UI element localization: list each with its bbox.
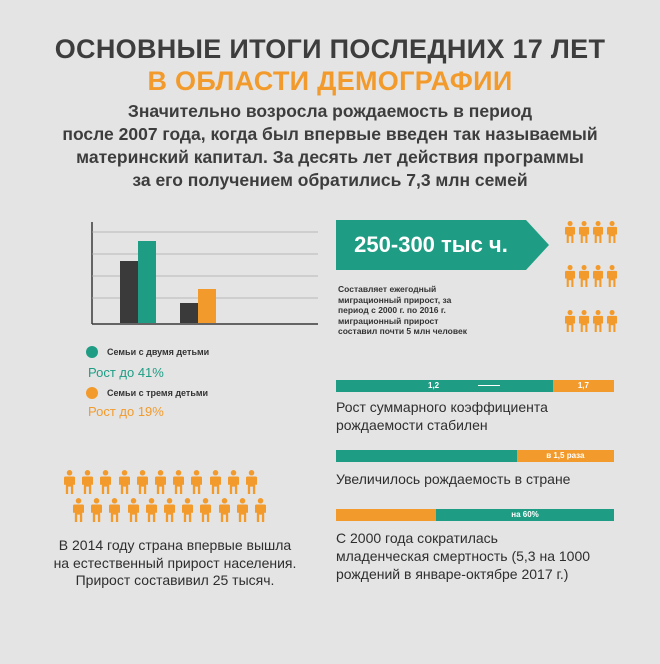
stat-bar [336, 380, 614, 392]
person-icon [579, 221, 589, 248]
person-icon [607, 310, 617, 337]
stat-bar-right [436, 509, 614, 521]
page-subtitle: В ОБЛАСТИ ДЕМОГРАФИИ [147, 66, 513, 96]
stat-bar-right [517, 450, 614, 462]
caption-line: младенческая смертность (5,3 на 1000 [336, 548, 591, 564]
person-icon [565, 221, 575, 248]
person-icon [237, 498, 248, 527]
chart-bar-dark [180, 303, 198, 323]
person-icon [593, 221, 603, 248]
person-icon [109, 498, 120, 527]
person-icon [155, 470, 166, 499]
person-icon [593, 265, 603, 292]
family-bar-chart [80, 212, 320, 327]
legend-dot-teal [86, 346, 98, 358]
person-icon [593, 310, 603, 337]
legend-label: Семьи с тремя детьми [107, 388, 209, 398]
person-icon [146, 498, 157, 527]
caption-line: Увеличилось рождаемость в стране [336, 471, 571, 487]
person-icon [91, 498, 102, 527]
caption-line: рождаемости стабилен [336, 417, 488, 433]
note-line: миграционный прирост [338, 315, 439, 326]
person-icon [219, 498, 230, 527]
text-line: на естественный прирост населения. [53, 554, 297, 571]
person-icon [164, 498, 175, 527]
person-icon [82, 470, 93, 499]
stat-caption [336, 529, 614, 583]
caption-line: Рост суммарного коэффициента [336, 399, 548, 415]
growth-value-orange: Рост до 19% [88, 404, 164, 419]
stat-infant-mortality [336, 509, 614, 583]
stat-right-label: на 60% [511, 510, 539, 519]
intro-line: материнский капитал. За десять лет действия программы [76, 147, 584, 167]
page-title: ОСНОВНЫЕ ИТОГИ ПОСЛЕДНИХ 17 ЛЕТ [54, 34, 606, 64]
person-icon [128, 498, 139, 527]
growth-value-teal: Рост до 41% [88, 365, 164, 380]
person-icon [579, 265, 589, 292]
migration-value: 250-300 тыс ч. [354, 232, 508, 257]
chart-bar-accent [138, 241, 156, 323]
text-line: Прирост составивил 25 тысяч. [75, 572, 275, 588]
person-icon [607, 221, 617, 248]
chart-bars [120, 241, 216, 323]
chart-bar-accent [198, 289, 216, 323]
note-line: составил почти 5 млн человек [338, 326, 467, 336]
natural-growth-text [20, 537, 330, 590]
stat-left-label: 1,2 [428, 381, 440, 390]
note-line: период с 2000 г. по 2016 г. [338, 305, 446, 315]
note-line: Составляет ежегодный [338, 284, 437, 294]
person-icon [137, 470, 148, 499]
legend-label: Семьи с двумя детьми [107, 347, 210, 357]
person-icon [100, 470, 111, 499]
stat-caption [336, 470, 614, 488]
stat-bar-right [553, 380, 614, 392]
migration-note [338, 284, 538, 337]
person-icon [607, 265, 617, 292]
person-icon [228, 470, 239, 499]
stat-right-label: 1,7 [577, 381, 589, 390]
note-line: миграционный прирост, за [338, 294, 452, 305]
stat-fertility-rate [336, 380, 614, 434]
person-icon [246, 470, 257, 499]
person-icon [579, 310, 589, 337]
person-icon [173, 470, 184, 499]
caption-line: рождений в январе-октябре 2017 г.) [336, 566, 569, 582]
stat-bar-dash [478, 385, 500, 386]
person-icon [73, 498, 84, 527]
intro-line: за его получением обратились 7,3 млн семей [132, 170, 528, 190]
stat-bar-left [336, 380, 553, 392]
stat-bar [336, 450, 614, 462]
legend-dot-orange [86, 387, 98, 399]
chart-bar-dark [120, 261, 138, 323]
person-icon [119, 470, 130, 499]
person-icon [200, 498, 211, 527]
stat-bar-left [336, 450, 517, 462]
person-icon [64, 470, 75, 499]
text-line: В 2014 году страна впервые вышла [58, 537, 292, 553]
person-icon [255, 498, 266, 527]
intro-text [30, 100, 630, 192]
stat-birth-rate [336, 450, 614, 488]
intro-line: после 2007 года, когда был впервые введен так называемый [62, 124, 598, 144]
stat-right-label: в 1,5 раза [546, 451, 585, 460]
person-icon [210, 470, 221, 499]
caption-line: С 2000 года сократилась [336, 530, 498, 546]
stat-bar-left [336, 509, 436, 521]
stat-bar [336, 509, 614, 521]
intro-line: Значительно возросла рождаемость в период [127, 101, 533, 121]
person-icon [565, 265, 575, 292]
person-icon [565, 310, 575, 337]
person-icon [191, 470, 202, 499]
stat-caption [336, 398, 614, 434]
person-icon [182, 498, 193, 527]
